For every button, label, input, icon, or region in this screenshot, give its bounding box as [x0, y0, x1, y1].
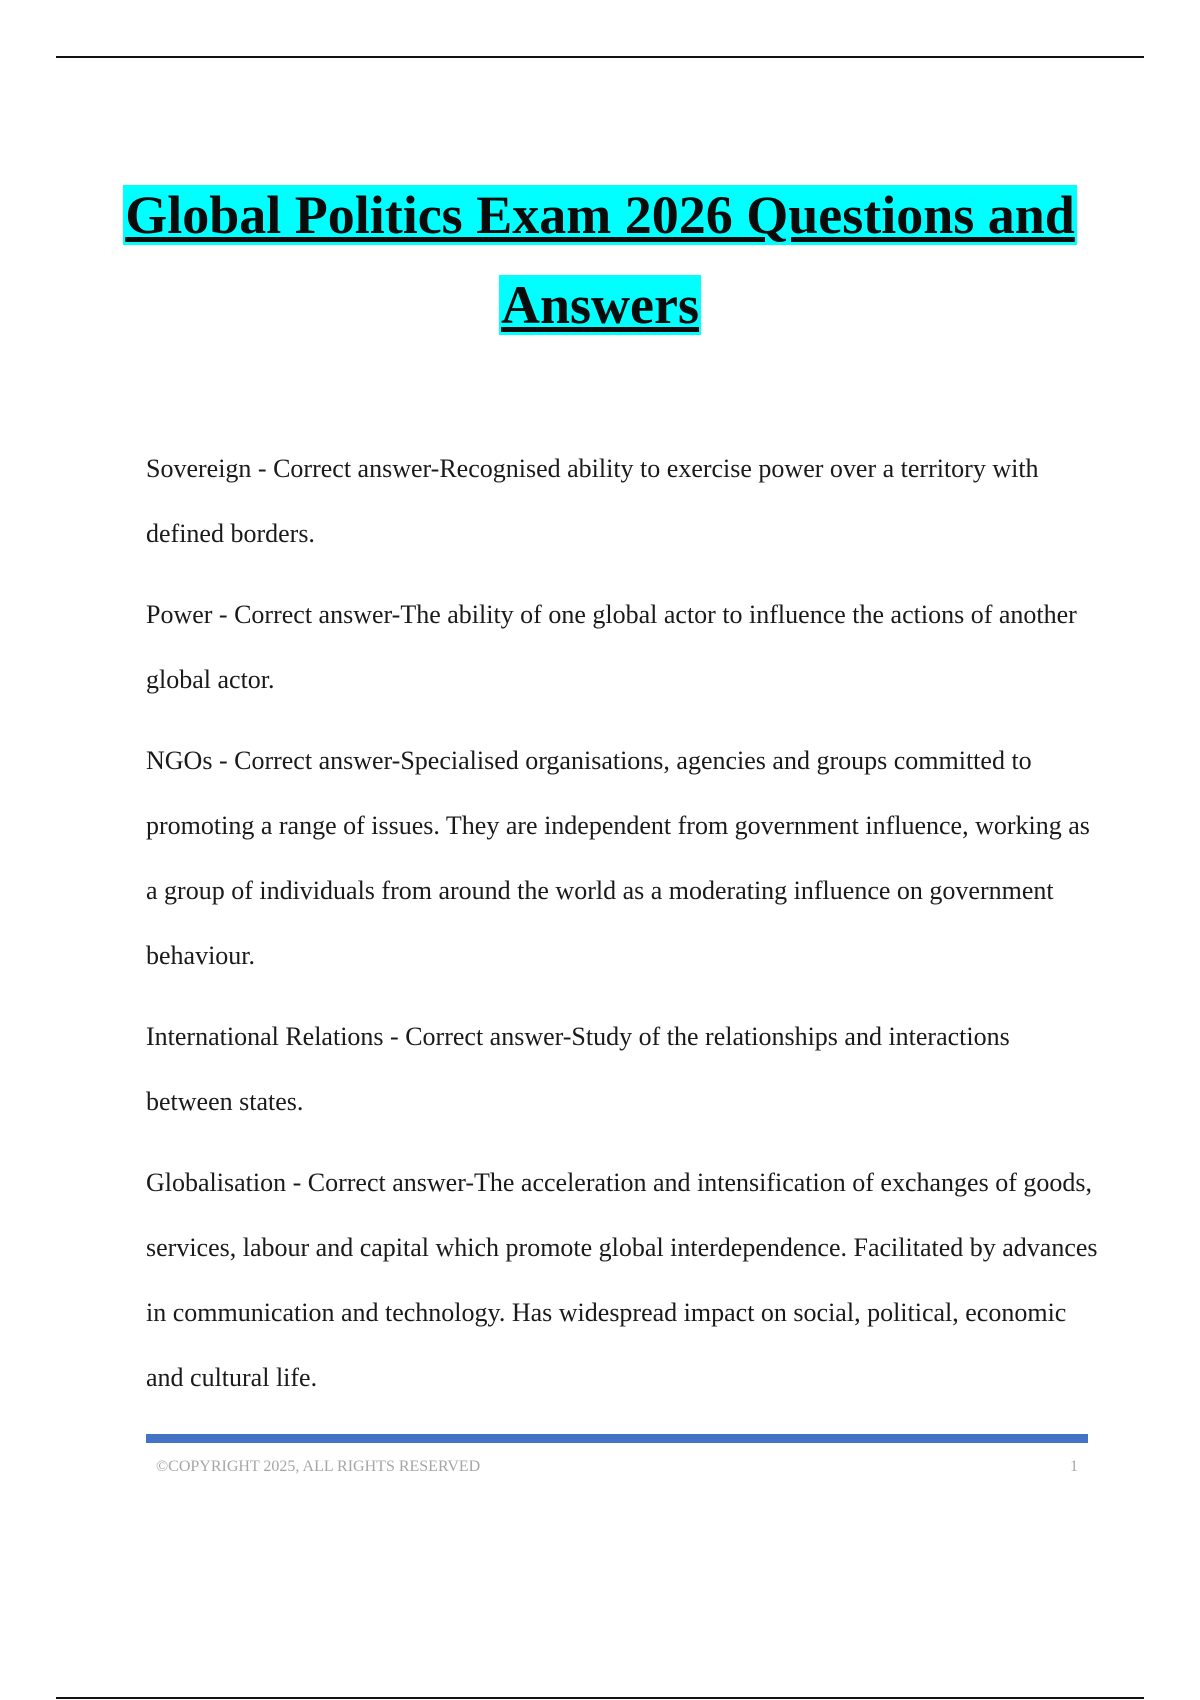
document-body	[146, 436, 1098, 1426]
page-title	[0, 170, 1200, 350]
page-number: 1	[1070, 1458, 1078, 1475]
footer-divider	[146, 1434, 1088, 1443]
page-footer	[156, 1458, 1078, 1476]
top-rule	[56, 56, 1144, 58]
qa-entry-power: Power - Correct answer-The ability of one global actor to influence the actions of another global actor.	[146, 600, 1077, 694]
title-line-1: Global Politics Exam 2026 Questions and	[125, 185, 1075, 245]
qa-entry-ngos: NGOs - Correct answer-Specialised organisations, agencies and groups committed to promoting a range of issues. They are independent from government influence, working as a group of individuals from around the world as a moderating influence on government behaviour.	[146, 746, 1090, 970]
qa-entry-international-relations: International Relations - Correct answer-Study of the relationships and interactions between states.	[146, 1022, 1010, 1116]
copyright-notice: ©COPYRIGHT 2025, ALL RIGHTS RESERVED	[156, 1458, 481, 1475]
title-line-2: Answers	[501, 275, 699, 335]
bottom-rule	[56, 1697, 1144, 1699]
qa-entry-globalisation: Globalisation - Correct answer-The acceleration and intensification of exchanges of goods, services, labour and capital which promote global interdependence. Facilitated by advances in communication and technology. Has widespread impact on social, political, economic and cultural life.	[146, 1168, 1098, 1392]
qa-entry-sovereign: Sovereign - Correct answer-Recognised ability to exercise power over a territory with defined borders.	[146, 454, 1039, 548]
